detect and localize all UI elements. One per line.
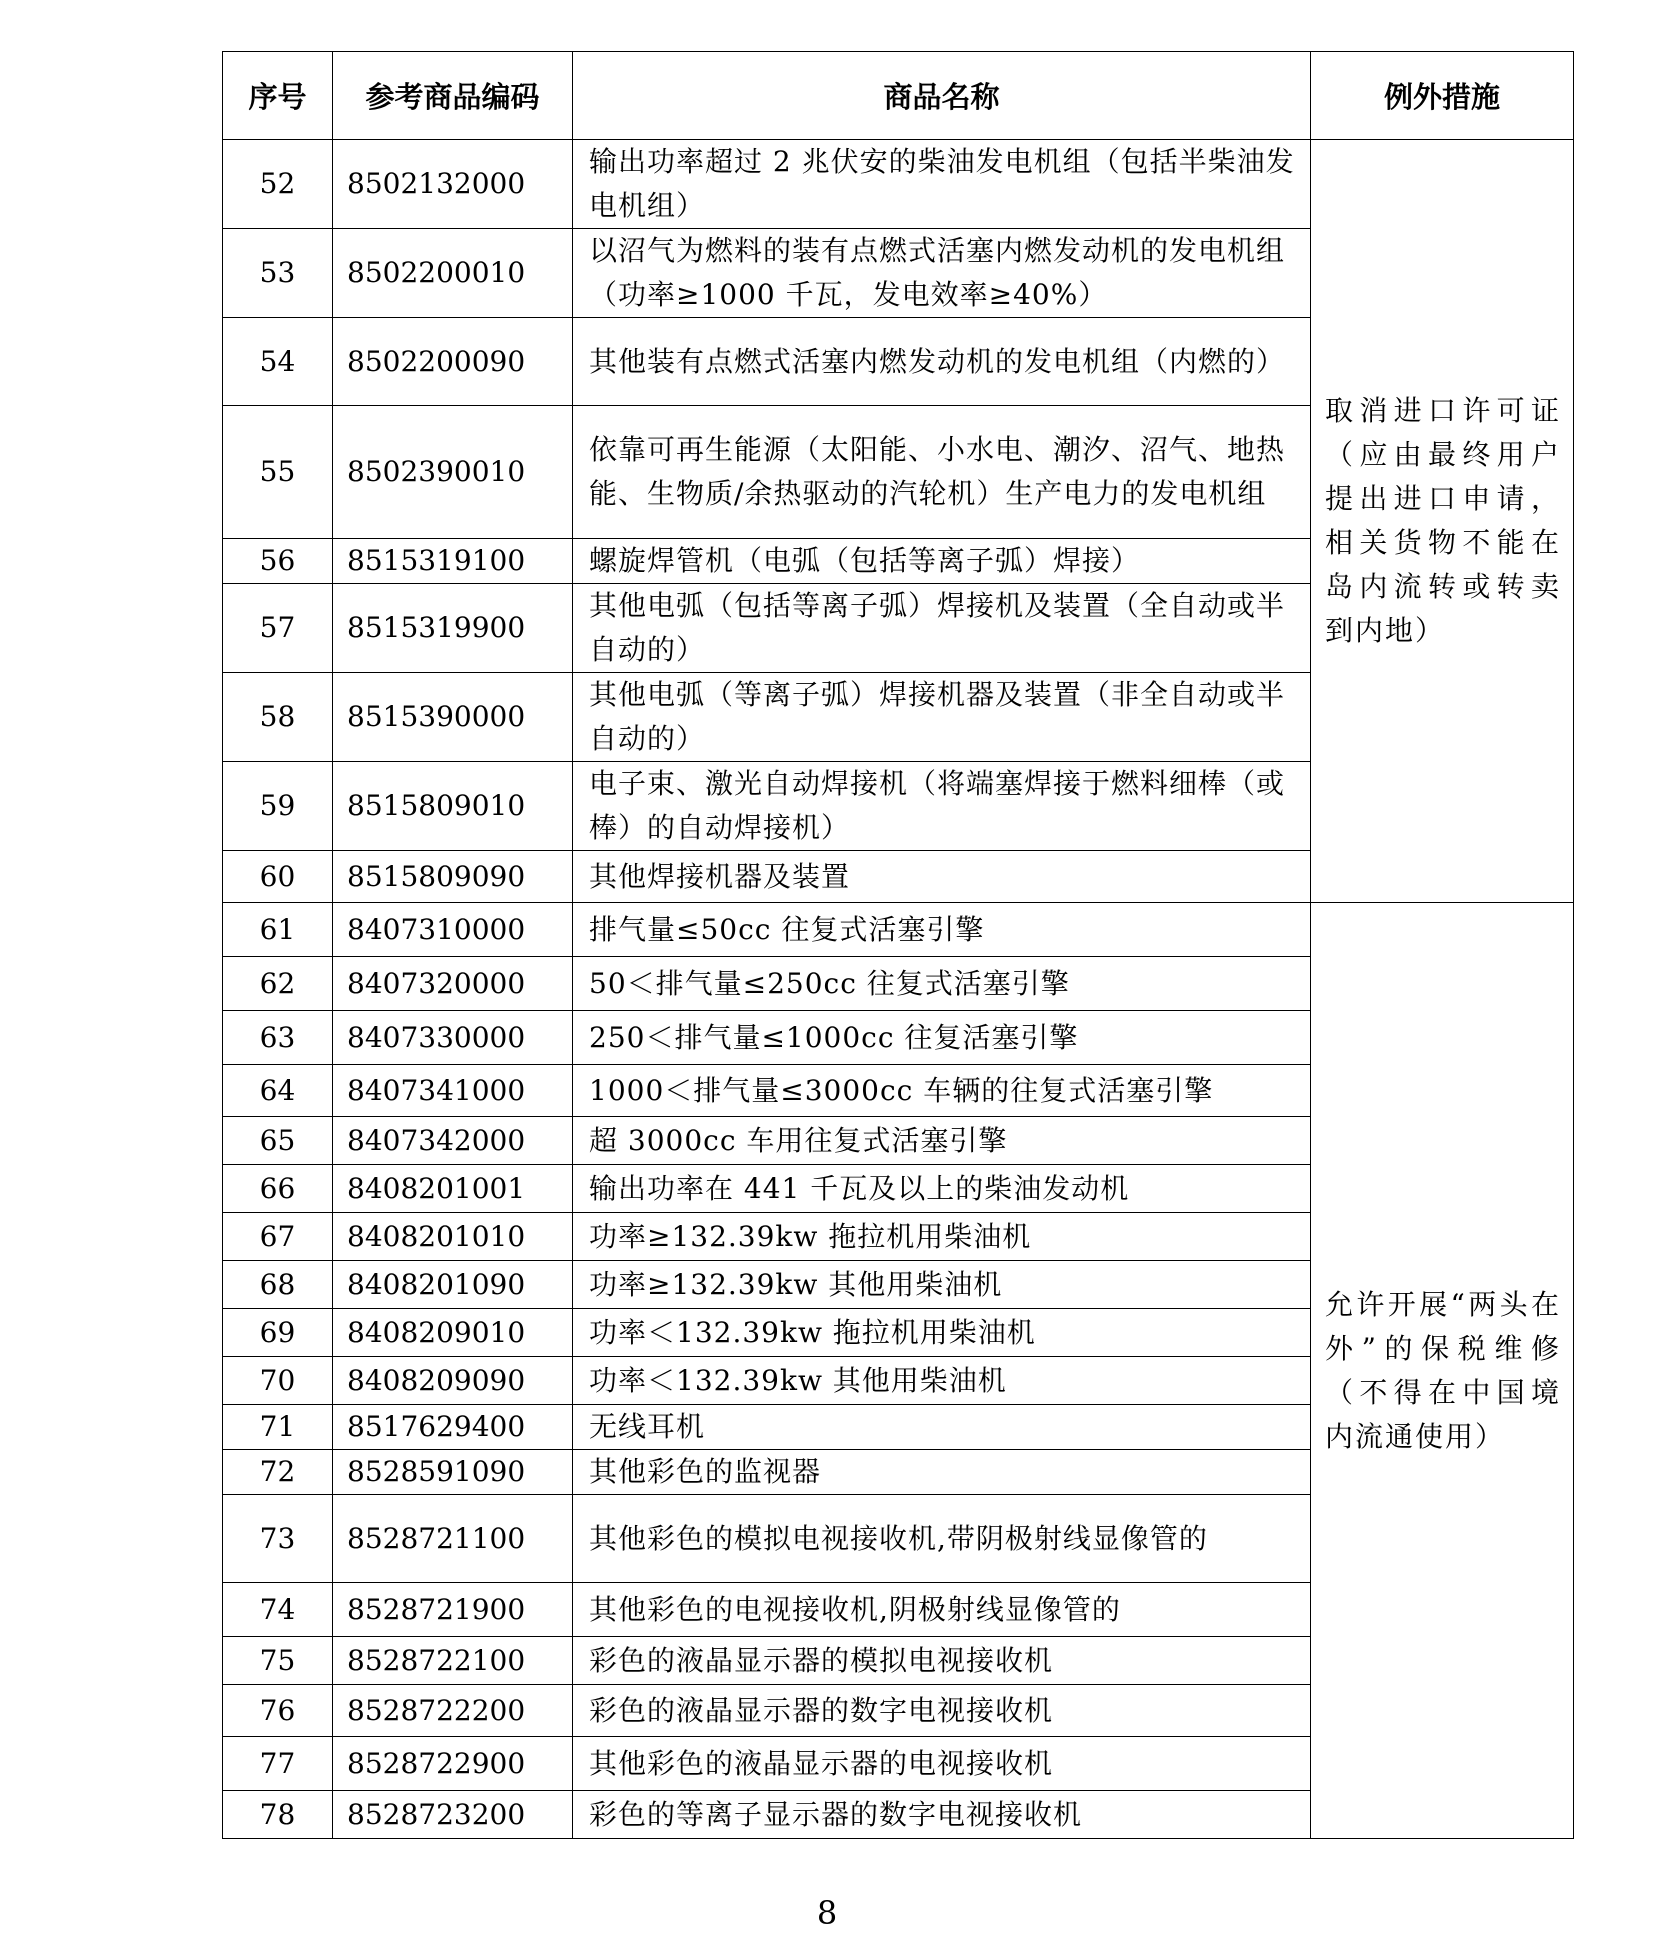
- row-code: 8528721900: [333, 1583, 573, 1637]
- row-seq: 76: [223, 1685, 333, 1737]
- row-seq: 52: [223, 140, 333, 229]
- row-name: 250＜排气量≤1000cc 往复活塞引擎: [573, 1011, 1311, 1065]
- row-code: 8407320000: [333, 957, 573, 1011]
- row-seq: 77: [223, 1737, 333, 1791]
- row-seq: 54: [223, 318, 333, 406]
- row-code: 8502200090: [333, 318, 573, 406]
- row-seq: 75: [223, 1637, 333, 1685]
- row-seq: 68: [223, 1261, 333, 1309]
- row-code: 8515390000: [333, 673, 573, 762]
- row-name: 依靠可再生能源（太阳能、小水电、潮汐、沼气、地热能、生物质/余热驱动的汽轮机）生产电力的发电机组: [573, 406, 1311, 539]
- row-code: 8408201010: [333, 1213, 573, 1261]
- row-seq: 72: [223, 1450, 333, 1495]
- product-table: [222, 51, 1574, 1839]
- row-name: 其他彩色的监视器: [573, 1450, 1311, 1495]
- row-code: 8515809090: [333, 851, 573, 903]
- row-name: 以沼气为燃料的装有点燃式活塞内燃发动机的发电机组（功率≥1000 千瓦，发电效率≥40%）: [573, 229, 1311, 318]
- table-row: [223, 903, 1574, 957]
- header-name: 商品名称: [573, 52, 1311, 140]
- row-code: 8515319900: [333, 584, 573, 673]
- row-code: 8528723200: [333, 1791, 573, 1839]
- row-name: 功率≥132.39kw 其他用柴油机: [573, 1261, 1311, 1309]
- row-name: 超 3000cc 车用往复式活塞引擎: [573, 1117, 1311, 1165]
- row-code: 8408201090: [333, 1261, 573, 1309]
- row-seq: 74: [223, 1583, 333, 1637]
- header-seq: 序号: [223, 52, 333, 140]
- row-seq: 67: [223, 1213, 333, 1261]
- row-code: 8407341000: [333, 1065, 573, 1117]
- row-seq: 53: [223, 229, 333, 318]
- table-header-row: [223, 52, 1574, 140]
- row-code: 8528721100: [333, 1495, 573, 1583]
- row-name: 输出功率超过 2 兆伏安的柴油发电机组（包括半柴油发电机组）: [573, 140, 1311, 229]
- row-code: 8408201001: [333, 1165, 573, 1213]
- row-code: 8515809010: [333, 762, 573, 851]
- row-code: 8502390010: [333, 406, 573, 539]
- row-seq: 62: [223, 957, 333, 1011]
- row-seq: 58: [223, 673, 333, 762]
- row-seq: 71: [223, 1405, 333, 1450]
- row-name: 电子束、激光自动焊接机（将端塞焊接于燃料细棒（或棒）的自动焊接机）: [573, 762, 1311, 851]
- row-name: 50＜排气量≤250cc 往复式活塞引擎: [573, 957, 1311, 1011]
- table-row: [223, 140, 1574, 229]
- row-seq: 78: [223, 1791, 333, 1839]
- row-name: 无线耳机: [573, 1405, 1311, 1450]
- row-code: 8528722200: [333, 1685, 573, 1737]
- row-code: 8528722100: [333, 1637, 573, 1685]
- row-seq: 61: [223, 903, 333, 957]
- row-seq: 57: [223, 584, 333, 673]
- row-name: 其他装有点燃式活塞内燃发动机的发电机组（内燃的）: [573, 318, 1311, 406]
- row-code: 8502132000: [333, 140, 573, 229]
- row-name: 螺旋焊管机（电弧（包括等离子弧）焊接）: [573, 539, 1311, 584]
- row-name: 其他彩色的模拟电视接收机,带阴极射线显像管的: [573, 1495, 1311, 1583]
- row-name: 1000＜排气量≤3000cc 车辆的往复式活塞引擎: [573, 1065, 1311, 1117]
- row-name: 其他彩色的电视接收机,阴极射线显像管的: [573, 1583, 1311, 1637]
- row-code: 8408209090: [333, 1357, 573, 1405]
- row-name: 其他电弧（等离子弧）焊接机器及装置（非全自动或半自动的）: [573, 673, 1311, 762]
- row-seq: 56: [223, 539, 333, 584]
- row-code: 8407342000: [333, 1117, 573, 1165]
- row-seq: 55: [223, 406, 333, 539]
- row-name: 排气量≤50cc 往复式活塞引擎: [573, 903, 1311, 957]
- row-code: 8528591090: [333, 1450, 573, 1495]
- header-exception: 例外措施: [1311, 52, 1574, 140]
- row-seq: 60: [223, 851, 333, 903]
- exception-bonded-repair: 允许开展“两头在外”的保税维修（不得在中国境内流通使用）: [1311, 903, 1574, 1839]
- row-name: 其他电弧（包括等离子弧）焊接机及装置（全自动或半自动的）: [573, 584, 1311, 673]
- header-code: 参考商品编码: [333, 52, 573, 140]
- row-code: 8517629400: [333, 1405, 573, 1450]
- row-seq: 65: [223, 1117, 333, 1165]
- row-code: 8528722900: [333, 1737, 573, 1791]
- row-code: 8502200010: [333, 229, 573, 318]
- row-name: 彩色的液晶显示器的模拟电视接收机: [573, 1637, 1311, 1685]
- row-name: 其他彩色的液晶显示器的电视接收机: [573, 1737, 1311, 1791]
- row-name: 其他焊接机器及装置: [573, 851, 1311, 903]
- row-name: 输出功率在 441 千瓦及以上的柴油发动机: [573, 1165, 1311, 1213]
- row-seq: 66: [223, 1165, 333, 1213]
- row-code: 8408209010: [333, 1309, 573, 1357]
- row-seq: 69: [223, 1309, 333, 1357]
- row-name: 功率＜132.39kw 其他用柴油机: [573, 1357, 1311, 1405]
- row-seq: 64: [223, 1065, 333, 1117]
- row-code: 8407330000: [333, 1011, 573, 1065]
- row-code: 8407310000: [333, 903, 573, 957]
- row-name: 彩色的液晶显示器的数字电视接收机: [573, 1685, 1311, 1737]
- table-body: [223, 140, 1574, 1839]
- row-name: 彩色的等离子显示器的数字电视接收机: [573, 1791, 1311, 1839]
- row-name: 功率≥132.39kw 拖拉机用柴油机: [573, 1213, 1311, 1261]
- row-seq: 70: [223, 1357, 333, 1405]
- page-number: 8: [816, 1894, 838, 1932]
- row-seq: 59: [223, 762, 333, 851]
- row-name: 功率＜132.39kw 拖拉机用柴油机: [573, 1309, 1311, 1357]
- exception-import-license: 取消进口许可证（应由最终用户提出进口申请，相关货物不能在岛内流转或转卖到内地）: [1311, 140, 1574, 903]
- row-seq: 73: [223, 1495, 333, 1583]
- row-code: 8515319100: [333, 539, 573, 584]
- row-seq: 63: [223, 1011, 333, 1065]
